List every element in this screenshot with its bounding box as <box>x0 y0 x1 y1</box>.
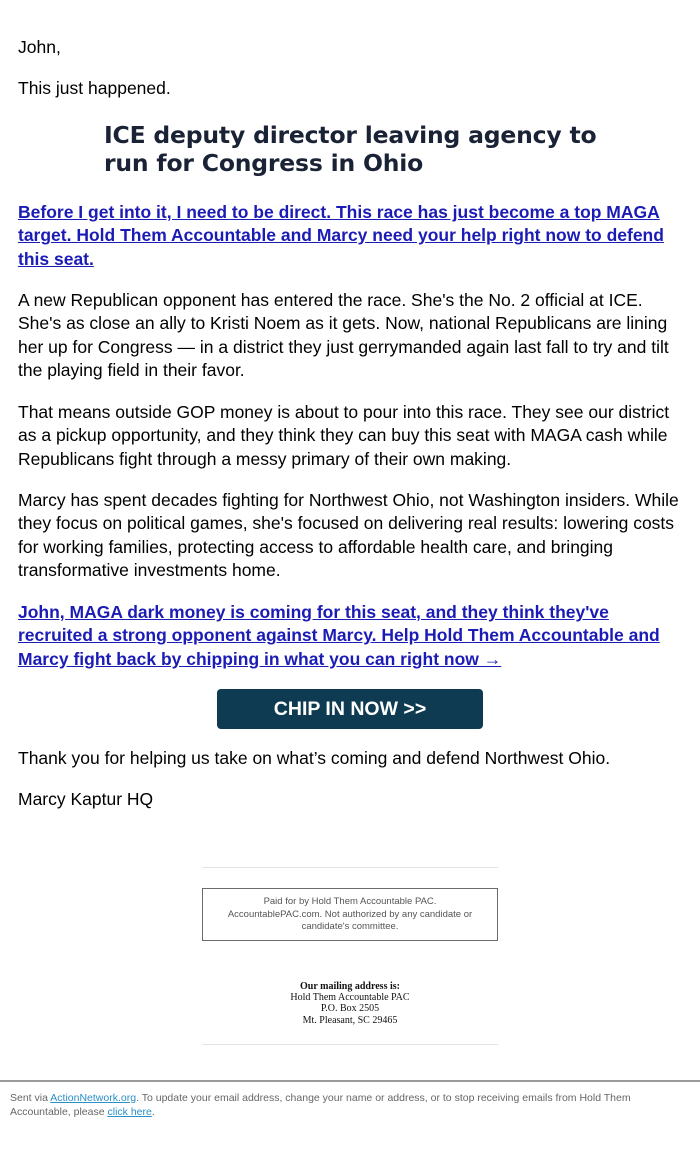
signoff: Marcy Kaptur HQ <box>18 789 154 809</box>
footer-unsubscribe-text: . To update your email address, change your name or address, or to stop receiving emails from Hold Them Accountable, please <box>10 1092 631 1118</box>
chip-in-button[interactable]: CHIP IN NOW >> <box>217 689 483 729</box>
click-here-link[interactable]: click here <box>107 1106 152 1118</box>
cta-container <box>217 689 483 729</box>
donate-link-1[interactable]: Before I get into it, I need to be direct. This race has just become a top MAGA target. Hold Them Accountable and Marcy need your help right now to defend this seat. <box>18 202 664 269</box>
footer-divider <box>0 1080 700 1082</box>
footer-sent-via: Sent via <box>10 1092 51 1104</box>
body-paragraph-1: A new Republican opponent has entered the race. She's the No. 2 official at ICE. She's as close an ally to Kristi Noem as it gets. Now, national Republicans are lining her up for Congress — in a district they just gerrymanded again last fall to try and tilt the playing field in their favor. <box>18 290 669 380</box>
paid-for-disclaimer <box>202 888 498 941</box>
footer-end: . <box>151 1106 155 1118</box>
donate-link-paragraph-1 <box>18 201 683 271</box>
body-paragraph-2: That means outside GOP money is about to pour into this race. They see our district as a pickup opportunity, and they think they can buy this seat with MAGA cash while Republicans fight through a messy primary of their own making. <box>18 402 670 469</box>
action-network-link[interactable]: ActionNetwork.org <box>50 1092 137 1104</box>
mailing-address-city: Mt. Pleasant, SC 29465 <box>302 1014 398 1026</box>
body-paragraph-3: Marcy has spent decades fighting for Northwest Ohio, not Washington insiders. While they focus on political games, she's focused on delivering real results: lowering costs for working families, protecting access to affordable health care, and bringing transformative investments home. <box>18 490 679 580</box>
thanks-line: Thank you for helping us take on what’s coming and defend Northwest Ohio. <box>18 748 611 768</box>
donate-link-2[interactable]: John, MAGA dark money is coming for this seat, and they think they've recruited a strong opponent against Marcy. Help Hold Them Accountable and Marcy fight back by chipping in what you can right now → <box>18 602 660 669</box>
intro-line: This just happened. <box>18 78 171 98</box>
disclaimer-line-2: AccountablePAC.com. Not authorized by any candidate or <box>227 908 473 920</box>
headline: ICE deputy director leaving agency to run for Congress in Ohio <box>104 121 597 177</box>
disclaimer-line-1: Paid for by Hold Them Accountable PAC. <box>263 896 437 907</box>
divider-top <box>202 867 498 868</box>
mailing-address-label: Our mailing address is: <box>300 981 400 992</box>
mailing-address <box>202 981 498 1026</box>
donate-link-paragraph-2 <box>18 601 683 671</box>
mailing-address-org: Hold Them Accountable PAC <box>290 992 410 1004</box>
greeting: John, <box>18 37 61 57</box>
disclaimer-line-3: candidate's committee. <box>301 921 399 932</box>
mailing-address-box: P.O. Box 2505 <box>320 1003 380 1015</box>
divider-bottom <box>202 1044 498 1045</box>
footer-text <box>10 1091 685 1119</box>
